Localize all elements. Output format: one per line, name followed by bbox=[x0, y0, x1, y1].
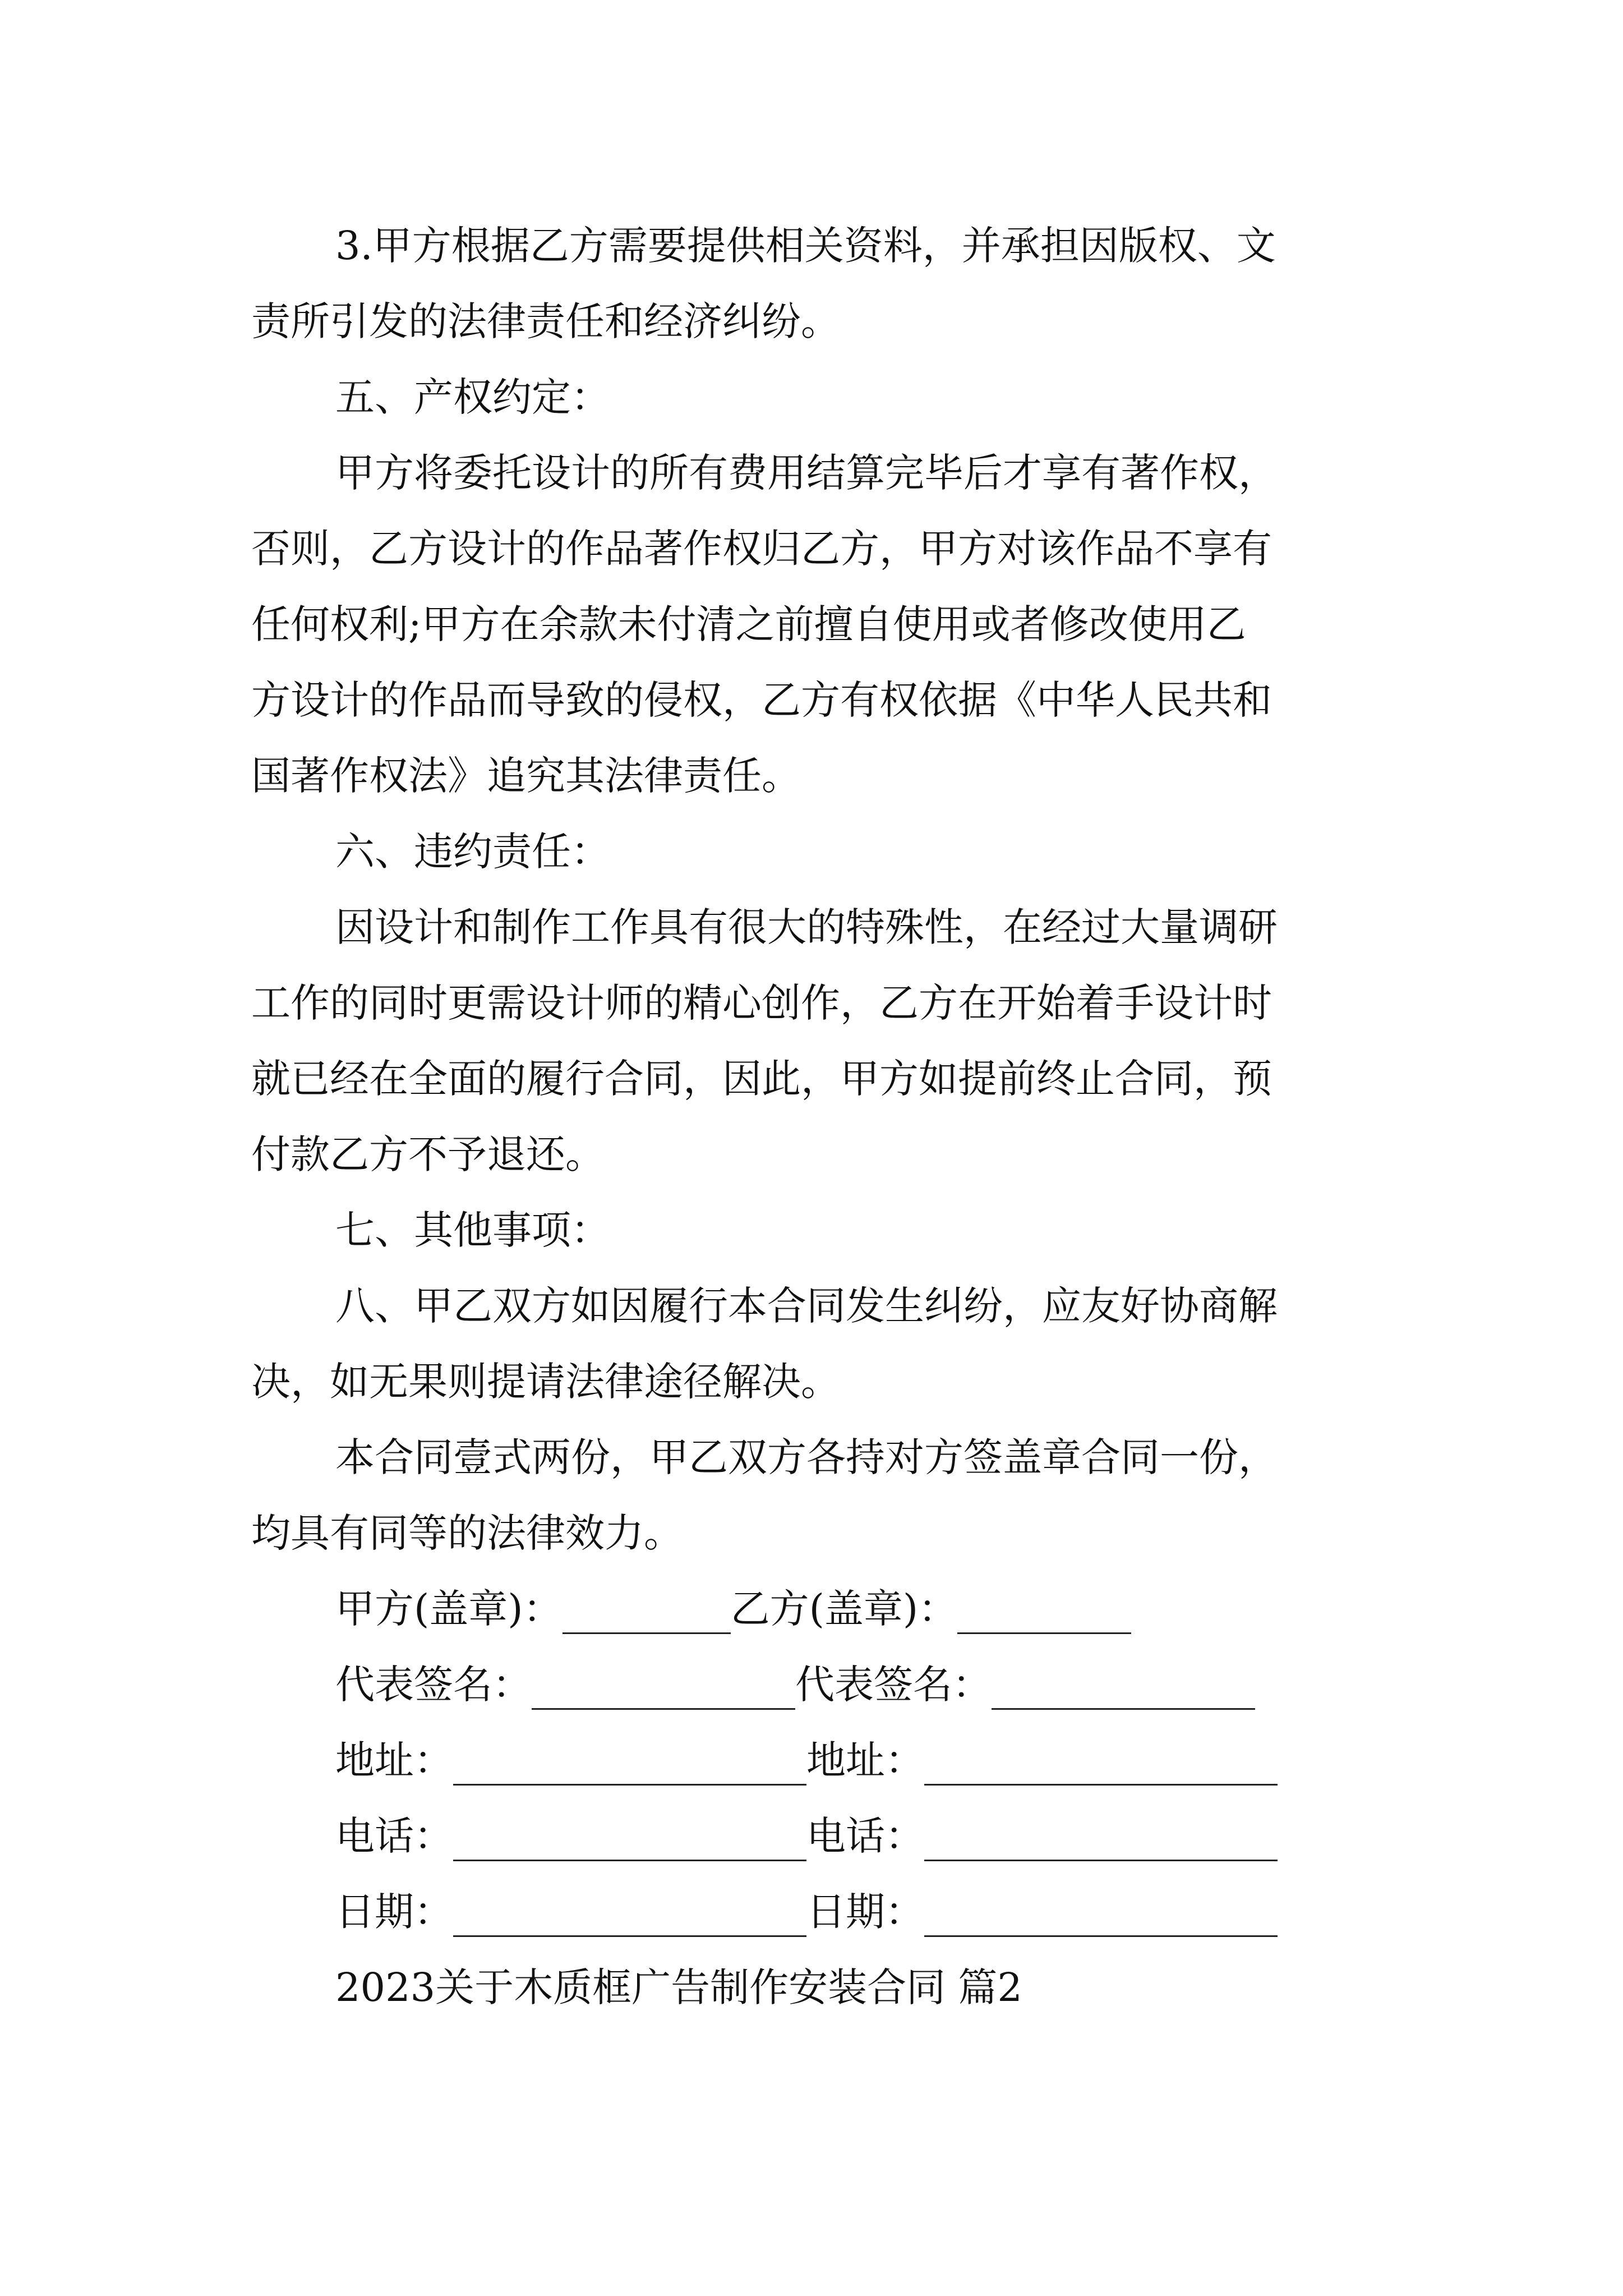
clause-3-line-2: 责所引发的法律责任和经济纠纷。 bbox=[251, 298, 840, 344]
party-a-address-label: 地址： bbox=[335, 1737, 453, 1783]
party-b-seal-blank bbox=[957, 1593, 1131, 1634]
copies-paragraph-line-1: 本合同壹式两份，甲乙双方各持对方签盖章合同一份， bbox=[335, 1434, 1278, 1480]
dispute-paragraph-line-2: 决，如无果则提请法律途径解决。 bbox=[251, 1359, 840, 1405]
ip-paragraph-line-2: 否则，乙方设计的作品著作权归乙方，甲方对该作品不享有 bbox=[251, 526, 1272, 572]
signature-row-address bbox=[335, 1735, 1278, 1786]
ip-paragraph-line-4: 方设计的作品而导致的侵权，乙方有权依据《中华人民共和 bbox=[251, 677, 1272, 723]
liability-paragraph-line-1: 因设计和制作工作具有很大的特殊性，在经过大量调研 bbox=[335, 904, 1278, 950]
liability-paragraph-line-3: 就已经在全面的履行合同，因此，甲方如提前终止合同，预 bbox=[251, 1056, 1272, 1102]
party-a-seal-blank bbox=[562, 1593, 731, 1634]
party-b-phone-blank bbox=[924, 1820, 1278, 1861]
party-a-phone-label: 电话： bbox=[335, 1813, 453, 1859]
party-b-phone-label: 电话： bbox=[806, 1813, 924, 1859]
party-b-address-label: 地址： bbox=[806, 1737, 924, 1783]
party-a-seal-label: 甲方(盖章)： bbox=[335, 1586, 562, 1632]
party-a-phone-blank bbox=[453, 1820, 806, 1861]
party-b-rep-blank bbox=[992, 1669, 1255, 1710]
party-a-rep-blank bbox=[532, 1669, 795, 1710]
clause-3-line-1: 3.甲方根据乙方需要提供相关资料，并承担因版权、文 bbox=[335, 223, 1276, 269]
party-a-date-blank bbox=[453, 1896, 806, 1937]
signature-row-rep bbox=[335, 1659, 1255, 1710]
party-a-address-blank bbox=[453, 1745, 806, 1786]
next-contract-title: 2023关于木质框广告制作安装合同 篇2 bbox=[335, 1964, 1022, 2010]
signature-row-date bbox=[335, 1887, 1278, 1937]
liability-paragraph-line-4: 付款乙方不予退还。 bbox=[251, 1131, 605, 1177]
party-a-rep-label: 代表签名： bbox=[335, 1662, 532, 1708]
signature-row-phone bbox=[335, 1811, 1278, 1861]
party-b-address-blank bbox=[924, 1745, 1278, 1786]
signature-row-seal bbox=[335, 1584, 1131, 1634]
ip-paragraph-line-3: 任何权利;甲方在余款未付清之前擅自使用或者修改使用乙 bbox=[251, 601, 1246, 647]
section-heading-ip: 五、产权约定： bbox=[335, 374, 610, 420]
ip-paragraph-line-1: 甲方将委托设计的所有费用结算完毕后才享有著作权， bbox=[335, 450, 1278, 496]
section-heading-other: 七、其他事项： bbox=[335, 1207, 610, 1253]
party-b-seal-label: 乙方(盖章)： bbox=[730, 1586, 958, 1632]
copies-paragraph-line-2: 均具有同等的法律效力。 bbox=[251, 1510, 683, 1556]
party-a-date-label: 日期： bbox=[335, 1889, 453, 1935]
ip-paragraph-line-5: 国著作权法》追究其法律责任。 bbox=[251, 753, 801, 799]
liability-paragraph-line-2: 工作的同时更需设计师的精心创作，乙方在开始着手设计时 bbox=[251, 980, 1272, 1026]
section-heading-liability: 六、违约责任： bbox=[335, 829, 610, 875]
dispute-paragraph-line-1: 八、甲乙双方如因履行本合同发生纠纷，应友好协商解 bbox=[335, 1283, 1278, 1329]
party-b-date-label: 日期： bbox=[806, 1889, 924, 1935]
party-b-rep-label: 代表签名： bbox=[795, 1662, 992, 1708]
party-b-date-blank bbox=[924, 1896, 1278, 1937]
